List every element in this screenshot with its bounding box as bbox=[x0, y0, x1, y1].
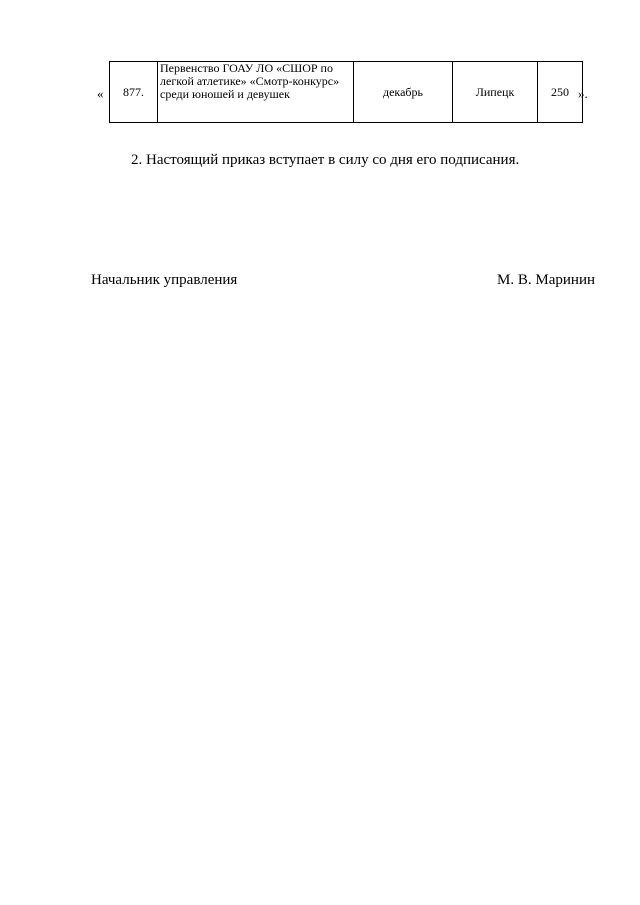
events-table bbox=[109, 61, 583, 123]
event-number: 877. bbox=[110, 62, 158, 123]
table-row bbox=[110, 62, 583, 123]
event-place: Липецк bbox=[453, 62, 538, 123]
signatory-title: Начальник управления bbox=[91, 272, 238, 288]
closing-quote: ». bbox=[578, 86, 588, 101]
event-date: декабрь bbox=[354, 62, 453, 123]
opening-quote: « bbox=[97, 86, 104, 101]
event-participants: 250 bbox=[538, 62, 583, 123]
order-paragraph-2: 2. Настоящий приказ вступает в силу со дня его подписания. bbox=[131, 152, 520, 168]
signatory-name: М. В. Маринин bbox=[497, 272, 595, 288]
event-name: Первенство ГОАУ ЛО «СШОР по легкой атлетике» «Смотр-конкурс» среди юношей и девушек bbox=[158, 62, 354, 123]
